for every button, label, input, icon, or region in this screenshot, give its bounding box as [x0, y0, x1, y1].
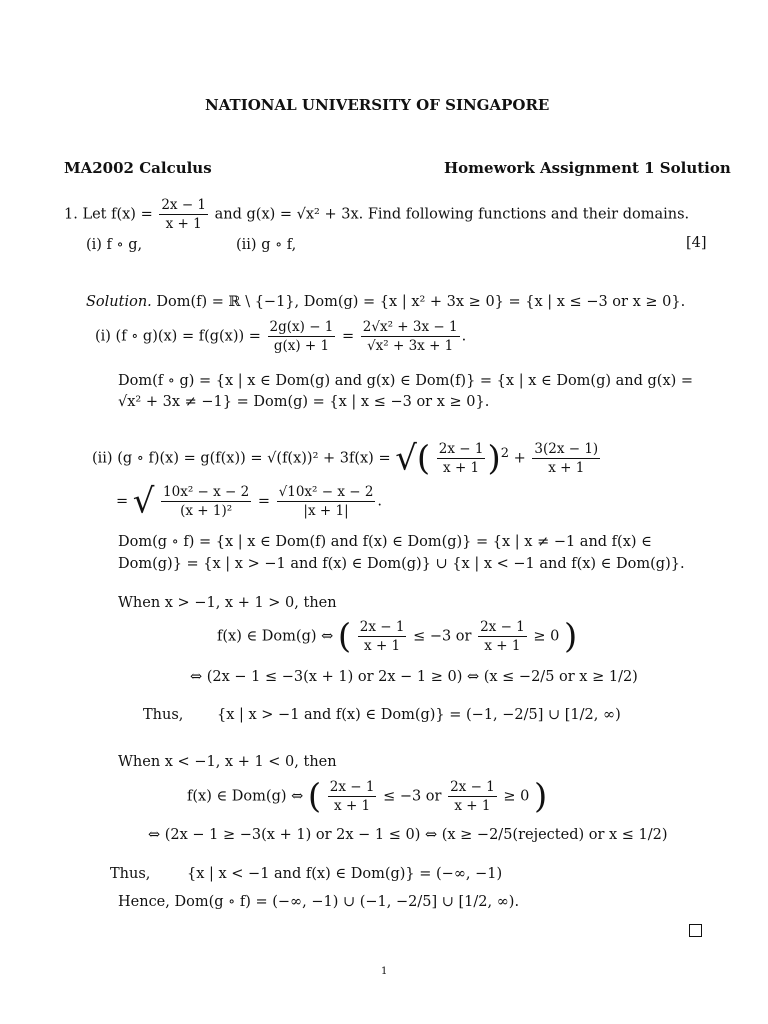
- part-ii-frac-a-den: x + 1: [443, 460, 480, 477]
- case2-frac-a-num: 2x − 1: [328, 780, 377, 797]
- question-statement: [64, 198, 689, 231]
- case1-mid: ≤ −3 or: [413, 628, 472, 645]
- solution-intro-text: Dom(f) = ℝ \ {−1}, Dom(g) = {x | x² + 3x ≥ 0} = {x | x ≤ −3 or x ≥ 0}.: [156, 294, 686, 310]
- part-ii-line2-frac2-den: |x + 1|: [303, 503, 349, 520]
- case1-frac-b-num: 2x − 1: [478, 620, 527, 637]
- case2-line1: f(x) ∈ Dom(g) ⇔ ( $\frac{2x - 1}{x + 1}$ ≤ −3 or $\frac{2x - 1}{x + 1}$ ≥ 0 ): [187, 776, 548, 817]
- part-ii-frac-b-num: 3(2x − 1): [532, 442, 600, 459]
- case1-frac-a-num: 2x − 1: [358, 620, 407, 637]
- solution-label: Solution.: [86, 294, 152, 310]
- page-number: 1: [381, 966, 388, 977]
- case2-line1-lhs: f(x) ∈ Dom(g) ⇔: [187, 788, 304, 805]
- case1-intro: When x > −1, x + 1 > 0, then: [118, 595, 337, 611]
- part-i-lhs: (i) (f ∘ g)(x) = f(g(x)) =: [95, 328, 261, 345]
- course-title: MA2002 Calculus: [64, 159, 212, 177]
- case1-line1: f(x) ∈ Dom(g) ⇔ ( $\frac{2x - 1}{x + 1}$ ≤ −3 or $\frac{2x - 1}{x + 1}$ ≥ 0 ): [217, 616, 578, 657]
- part-ii-equation: (ii) (g ∘ f)(x) = g(f(x)) = √(f(x))² + 3f(x) = √( $\frac{2x - 1}{x + 1}$ )$^2$ + $\frac{3(2x - 1)}{x + 1}$: [92, 438, 599, 479]
- case2-thus-label: Thus,: [110, 866, 151, 882]
- qed-square-icon: [689, 924, 702, 937]
- case2-intro: When x < −1, x + 1 < 0, then: [118, 754, 337, 770]
- part-ii-line2-frac1: [161, 485, 251, 518]
- part-ii-frac-a-num: 2x − 1: [437, 442, 486, 459]
- part-i-frac1: [268, 320, 336, 353]
- part-ii-line2: = √ $\frac{\text{10x² − x − 2}}{\text{(x + 1)²}}$ = $\frac{\text{√10x² − x − 2}}{|x + 1|}$ .: [116, 481, 383, 522]
- case1-frac-b: [478, 620, 527, 653]
- part-ii-line2-frac1-den: (x + 1)²: [180, 503, 233, 520]
- assignment-title: Homework Assignment 1 Solution: [444, 159, 731, 177]
- question-number: 1.: [64, 206, 78, 223]
- case2-thus: {x | x < −1 and f(x) ∈ Dom(g)} = (−∞, −1): [187, 866, 503, 882]
- part-i-domain-line2: √x² + 3x ≠ −1} = Dom(g) = {x | x ≤ −3 or x ≥ 0}.: [118, 394, 490, 410]
- f-fraction: [159, 198, 208, 231]
- case2-frac-a: [328, 780, 377, 813]
- part-i-domain-line1: Dom(f ∘ g) = {x | x ∈ Dom(g) and g(x) ∈ Dom(f)} = {x | x ∈ Dom(g) and g(x) =: [118, 373, 694, 389]
- f-numerator: 2x − 1: [159, 198, 208, 215]
- marks: [4]: [686, 235, 707, 251]
- part-i-equation: (i) (f ∘ g)(x) = f(g(x)) = $\frac{2g(x) - 1}{g(x) + 1}$ = $\frac{\text{2√x² + 3x − 1}}{\text{√x² + 3x + 1}}$ .: [95, 319, 467, 355]
- part-ii-frac-b: [532, 442, 600, 475]
- case1-thus: {x | x > −1 and f(x) ∈ Dom(g)} = (−1, −2/5] ∪ [1/2, ∞): [217, 707, 621, 723]
- part-ii-domain-line1: Dom(g ∘ f) = {x | x ∈ Dom(f) and f(x) ∈ Dom(g)} = {x | x ≠ −1 and f(x) ∈: [118, 534, 652, 550]
- part-ii-label: (ii) g ∘ f,: [236, 237, 297, 253]
- part-ii-line2-frac1-num: 10x² − x − 2: [161, 485, 251, 502]
- question-text-1: Let f(x) =: [82, 206, 153, 223]
- part-ii-frac-b-den: x + 1: [548, 460, 585, 477]
- case2-end: ≥ 0: [503, 788, 530, 805]
- question-text-2: and g(x) = √x² + 3x. Find following functions and their domains.: [214, 206, 690, 223]
- case1-line1-lhs: f(x) ∈ Dom(g) ⇔: [217, 628, 334, 645]
- part-ii-line2-frac2: [277, 485, 376, 518]
- case1-frac-b-den: x + 1: [484, 638, 521, 655]
- case2-frac-a-den: x + 1: [334, 798, 371, 815]
- hence-conclusion: Hence, Dom(g ∘ f) = (−∞, −1) ∪ (−1, −2/5] ∪ [1/2, ∞).: [118, 894, 520, 910]
- case1-line2: ⇔ (2x − 1 ≤ −3(x + 1) or 2x − 1 ≥ 0) ⇔ (x ≤ −2/5 or x ≥ 1/2): [190, 669, 638, 685]
- part-ii-lhs: (ii) (g ∘ f)(x) = g(f(x)) = √(f(x))² + 3f(x) =: [92, 450, 391, 467]
- case2-frac-b-den: x + 1: [454, 798, 491, 815]
- f-denominator: x + 1: [165, 216, 202, 233]
- case2-mid: ≤ −3 or: [383, 788, 442, 805]
- case1-thus-label: Thus,: [143, 707, 184, 723]
- university-title: NATIONAL UNIVERSITY OF SINGAPORE: [205, 96, 550, 114]
- part-i-frac2: [361, 320, 460, 353]
- case2-frac-b: [448, 780, 497, 813]
- part-i-frac1-den: g(x) + 1: [273, 338, 330, 355]
- part-ii-frac-a: [437, 442, 486, 475]
- case2-frac-b-num: 2x − 1: [448, 780, 497, 797]
- part-ii-domain-line2: Dom(g)} = {x | x > −1 and f(x) ∈ Dom(g)} ∪ {x | x < −1 and f(x) ∈ Dom(g)}.: [118, 556, 685, 572]
- case1-frac-a-den: x + 1: [364, 638, 401, 655]
- case2-line2: ⇔ (2x − 1 ≥ −3(x + 1) or 2x − 1 ≤ 0) ⇔ (x ≥ −2/5(rejected) or x ≤ 1/2): [148, 827, 668, 843]
- part-i-frac2-den: √x² + 3x + 1: [367, 338, 454, 355]
- part-ii-line2-frac2-num: √10x² − x − 2: [277, 485, 376, 502]
- part-i-frac1-num: 2g(x) − 1: [268, 320, 336, 337]
- part-i-label: (i) f ∘ g,: [86, 237, 143, 253]
- part-i-frac2-num: 2√x² + 3x − 1: [361, 320, 460, 337]
- case1-frac-a: [358, 620, 407, 653]
- solution-intro: [86, 295, 685, 310]
- case1-end: ≥ 0: [533, 628, 560, 645]
